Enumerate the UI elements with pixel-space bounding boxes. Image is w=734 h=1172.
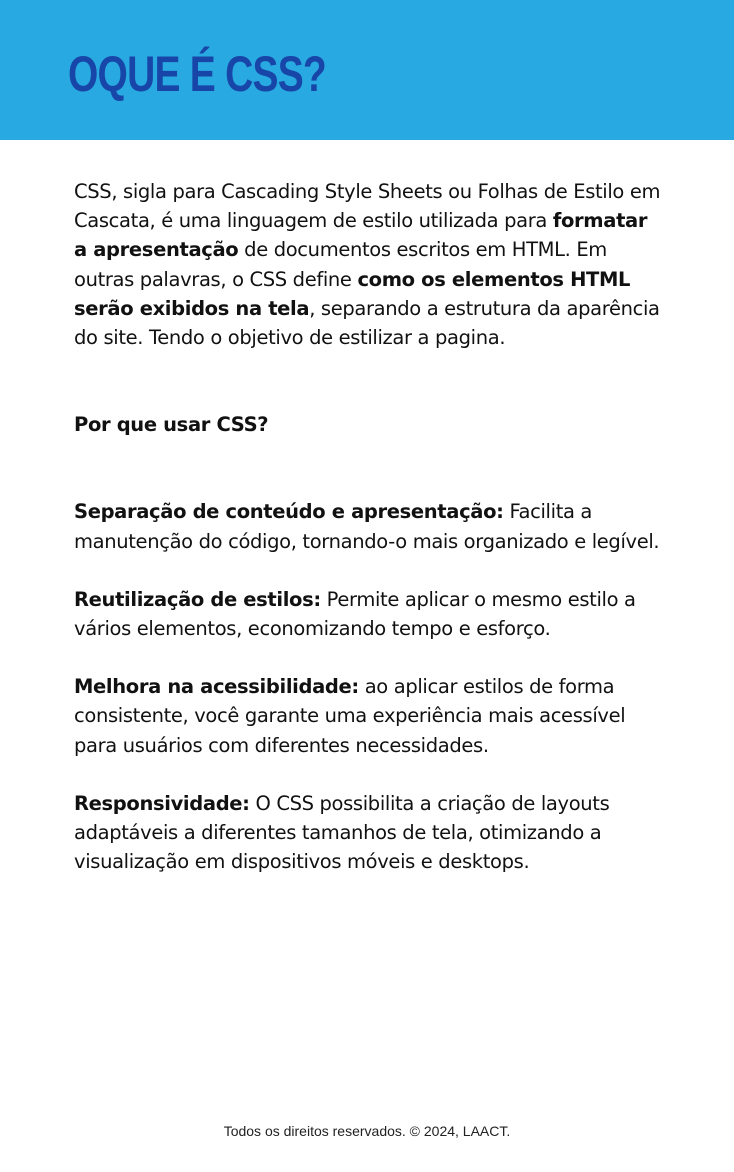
- intro-text-1: CSS, sigla para Cascading Style Sheets ou Folhas de Estilo em Cascata, é uma linguagem de estilo utilizada para: [74, 180, 661, 233]
- benefit-text: O CSS possibilita a criação de layouts adaptáveis a diferentes tamanhos de tela, otimizando a visualização em dispositivos móveis e desktops.: [74, 791, 610, 874]
- benefit-title: Separação de conteúdo e apresentação:: [74, 500, 504, 524]
- benefit-text: ao aplicar estilos de forma consistente, você garante uma experiência mais acessível para usuários com diferentes necessidades.: [74, 675, 626, 757]
- benefit-title: Responsividade:: [74, 791, 250, 815]
- benefit-title: Reutilização de estilos:: [74, 587, 321, 611]
- intro-bold-2: como os elementos HTML serão exibidos na tela: [74, 267, 631, 320]
- benefit-text: Permite aplicar o mesmo estilo a vários elementos, economizando tempo e esforço.: [74, 587, 636, 641]
- header-banner: [0, 0, 734, 140]
- benefit-item: [74, 672, 664, 760]
- intro-bold-1: formatar a apresentação: [74, 209, 648, 262]
- intro-text-2: de documentos escritos em HTML. Em outras palavras, o CSS define: [74, 238, 607, 291]
- footer-copyright: Todos os direitos reservados. © 2024, LAACT.: [223, 1123, 511, 1139]
- intro-paragraph: [74, 177, 664, 352]
- page-title: OQUE É CSS?: [68, 46, 326, 102]
- main-content: [74, 177, 664, 876]
- benefit-item: [74, 585, 664, 643]
- intro-text-3: , separando a estrutura da aparência do site. Tendo o objetivo de estilizar a pagina.: [74, 296, 660, 350]
- benefit-title: Melhora na acessibilidade:: [74, 675, 359, 699]
- section-heading: Por que usar CSS?: [74, 413, 269, 437]
- benefit-item: [74, 497, 664, 555]
- benefit-text: Facilita a manutenção do código, tornando-o mais organizado e legível.: [74, 500, 660, 553]
- benefit-item: [74, 789, 664, 877]
